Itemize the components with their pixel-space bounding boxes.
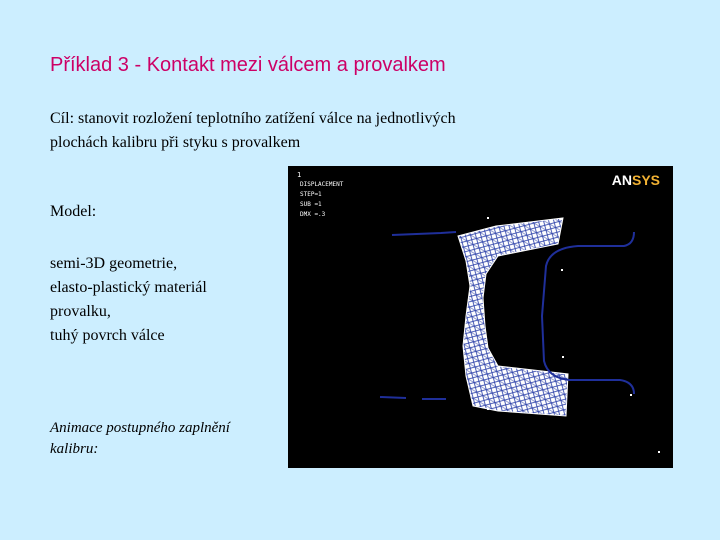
goal-line-1: Cíl: stanovit rozložení teplotního zatížení válce na jednotlivých	[50, 110, 456, 127]
info-line-2: STEP=1	[300, 191, 322, 198]
model-line-4: tuhý povrch válce	[50, 327, 165, 344]
info-line-4: DMX =.3	[300, 211, 326, 218]
marker-right-mid	[562, 356, 564, 358]
ansys-logo-main: AN	[611, 172, 632, 188]
info-line-3: SUB =1	[300, 201, 322, 208]
marker-corner	[658, 451, 660, 453]
model-line-2: elasto-plastický materiál	[50, 279, 207, 296]
model-line-1: semi-3D geometrie,	[50, 255, 178, 272]
frame-number: 1	[297, 171, 302, 179]
animation-line-2: kalibru:	[50, 441, 99, 457]
marker-top	[487, 217, 489, 219]
simulation-viewport	[288, 166, 673, 468]
info-line-1: DISPLACEMENT	[300, 181, 344, 188]
deformed-workpiece-mesh	[458, 218, 568, 416]
ansys-simulation-animation[interactable]	[288, 166, 673, 468]
simulation-info	[300, 180, 343, 220]
goal-line-2: plochách kalibru při styku s provalkem	[50, 134, 301, 151]
ansys-logo-accent: SYS	[631, 172, 660, 188]
roll-groove-outline	[542, 232, 634, 394]
animation-caption	[50, 418, 230, 460]
marker-bottom	[487, 408, 489, 410]
model-line-3: provalku,	[50, 303, 111, 320]
model-heading: Model:	[50, 203, 97, 220]
goal-text	[50, 107, 610, 155]
ansys-logo	[612, 172, 660, 188]
slide-title: Příklad 3 - Kontakt mezi válcem a provalkem	[50, 54, 446, 76]
roll-edge-lower-left	[380, 397, 446, 399]
roll-edge-upper-left	[392, 232, 456, 235]
model-description	[50, 252, 207, 348]
marker-right-top	[561, 269, 563, 271]
marker-right-bottom	[630, 394, 632, 396]
animation-line-1: Animace postupného zaplnění	[50, 420, 230, 436]
